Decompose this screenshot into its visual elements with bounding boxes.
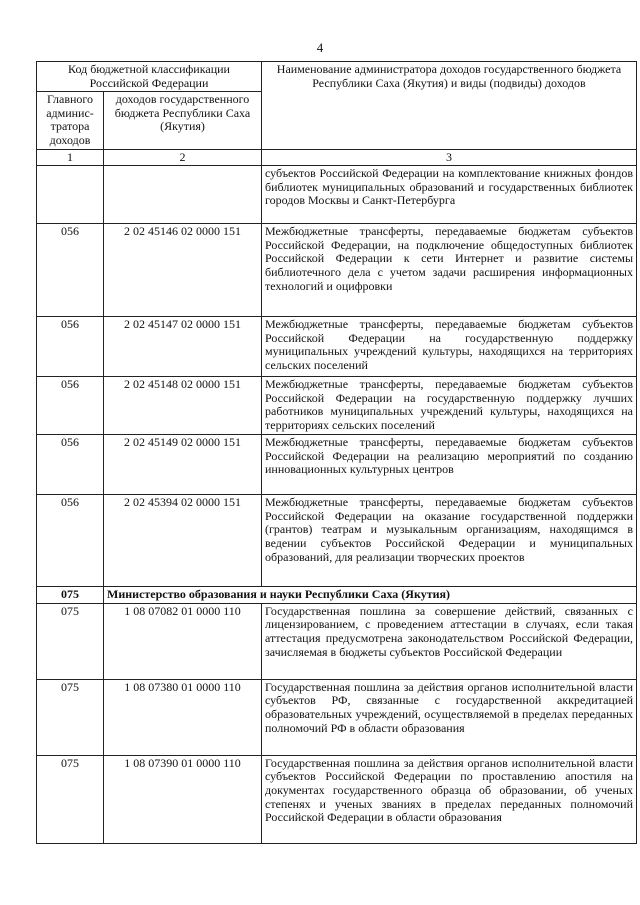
admin-code-cell: 075 [37, 603, 104, 679]
revenue-name-cell: субъектов Российской Федерации на комплектование книжных фондов библиотек муниципальных образований и государственных библиотек городов Москвы и Санкт-Петербурга [262, 166, 637, 224]
budget-code-cell: 2 02 45149 02 0000 151 [104, 435, 262, 495]
admin-code-cell: 075 [37, 755, 104, 843]
ministry-name-cell: Министерство образования и науки Республики Саха (Якутия) [104, 587, 637, 604]
admin-code-cell [37, 166, 104, 224]
header-revenue-column: доходов государственного бюджета Республики Саха (Якутия) [104, 92, 262, 149]
header-admin-column: Главного админис-тратора доходов [37, 92, 104, 149]
budget-code-cell: 1 08 07390 01 0000 110 [104, 755, 262, 843]
revenue-name-cell: Межбюджетные трансферты, передаваемые бюджетам субъектов Российской Федерации на государственную поддержку муниципальных учреждений культуры, находящихся на территориях сельских поселений [262, 317, 637, 377]
table-row [37, 679, 637, 755]
revenue-name-cell: Межбюджетные трансферты, передаваемые бюджетам субъектов Российской Федерации на оказание государственной поддержки (грантов) театрам и музыкальным организациям, находящимся в ведении субъектов Российской Федерации и муниципальных образований, для реализации творческих проектов [262, 495, 637, 587]
revenue-name-cell: Межбюджетные трансферты, передаваемые бюджетам субъектов Российской Федерации, на подключение общедоступных библиотек Российской Федерации к сети Интернет и развитие системы библиотечного дела с учетом задачи расширения информационных технологий и оцифровки [262, 224, 637, 317]
revenue-name-cell: Межбюджетные трансферты, передаваемые бюджетам субъектов Российской Федерации на реализацию мероприятий по созданию инновационных культурных центров [262, 435, 637, 495]
budget-code-cell [104, 166, 262, 224]
column-number-1: 1 [37, 149, 104, 166]
table-row [37, 603, 637, 679]
budget-code-cell: 2 02 45148 02 0000 151 [104, 377, 262, 435]
table-row [37, 755, 637, 843]
revenue-name-cell: Государственная пошлина за совершение действий, связанных с лицензированием, с проведением аттестации в случаях, если такая аттестация предусмотрена законодательством Российской Федерации, зачисляемая в бюджеты субъектов Российской Федерации [262, 603, 637, 679]
header-name-column: Наименование администратора доходов государственного бюджета Республики Саха (Якутия) и виды (подвиды) доходов [262, 62, 637, 150]
table-row [37, 166, 637, 224]
column-number-2: 2 [104, 149, 262, 166]
table-row [37, 377, 637, 435]
budget-code-cell: 2 02 45147 02 0000 151 [104, 317, 262, 377]
table-row [37, 495, 637, 587]
admin-code-cell: 075 [37, 587, 104, 604]
table-row [37, 317, 637, 377]
header-code-group: Код бюджетной классификации Российской Федерации [37, 62, 262, 92]
revenue-name-cell: Межбюджетные трансферты, передаваемые бюджетам субъектов Российской Федерации на государственную поддержку лучших работников муниципальных учреждений культуры, находящихся на территориях сельских поселений [262, 377, 637, 435]
revenue-name-cell: Государственная пошлина за действия органов исполнительной власти субъектов Российской Федерации по проставлению апостиля на документах государственного образца об образовании, об ученых степенях и ученых званиях в пределах переданных полномочий Российской Федерации в области образования [262, 755, 637, 843]
admin-code-cell: 056 [37, 224, 104, 317]
admin-code-cell: 075 [37, 679, 104, 755]
budget-code-cell: 2 02 45394 02 0000 151 [104, 495, 262, 587]
budget-code-cell: 1 08 07082 01 0000 110 [104, 603, 262, 679]
ministry-row [37, 587, 637, 604]
revenue-name-cell: Государственная пошлина за действия органов исполнительной власти субъектов РФ, связанные с государственной аккредитацией образовательных учреждений, осуществляемой в пределах переданных полномочий РФ в области образования [262, 679, 637, 755]
page-number: 4 [316, 40, 324, 55]
column-number-3: 3 [262, 149, 637, 166]
admin-code-cell: 056 [37, 377, 104, 435]
budget-code-cell: 2 02 45146 02 0000 151 [104, 224, 262, 317]
admin-code-cell: 056 [37, 317, 104, 377]
admin-code-cell: 056 [37, 495, 104, 587]
table-row [37, 435, 637, 495]
budget-classification-table [36, 61, 637, 844]
budget-code-cell: 1 08 07380 01 0000 110 [104, 679, 262, 755]
table-row [37, 224, 637, 317]
admin-code-cell: 056 [37, 435, 104, 495]
column-numbers-row [37, 149, 637, 166]
